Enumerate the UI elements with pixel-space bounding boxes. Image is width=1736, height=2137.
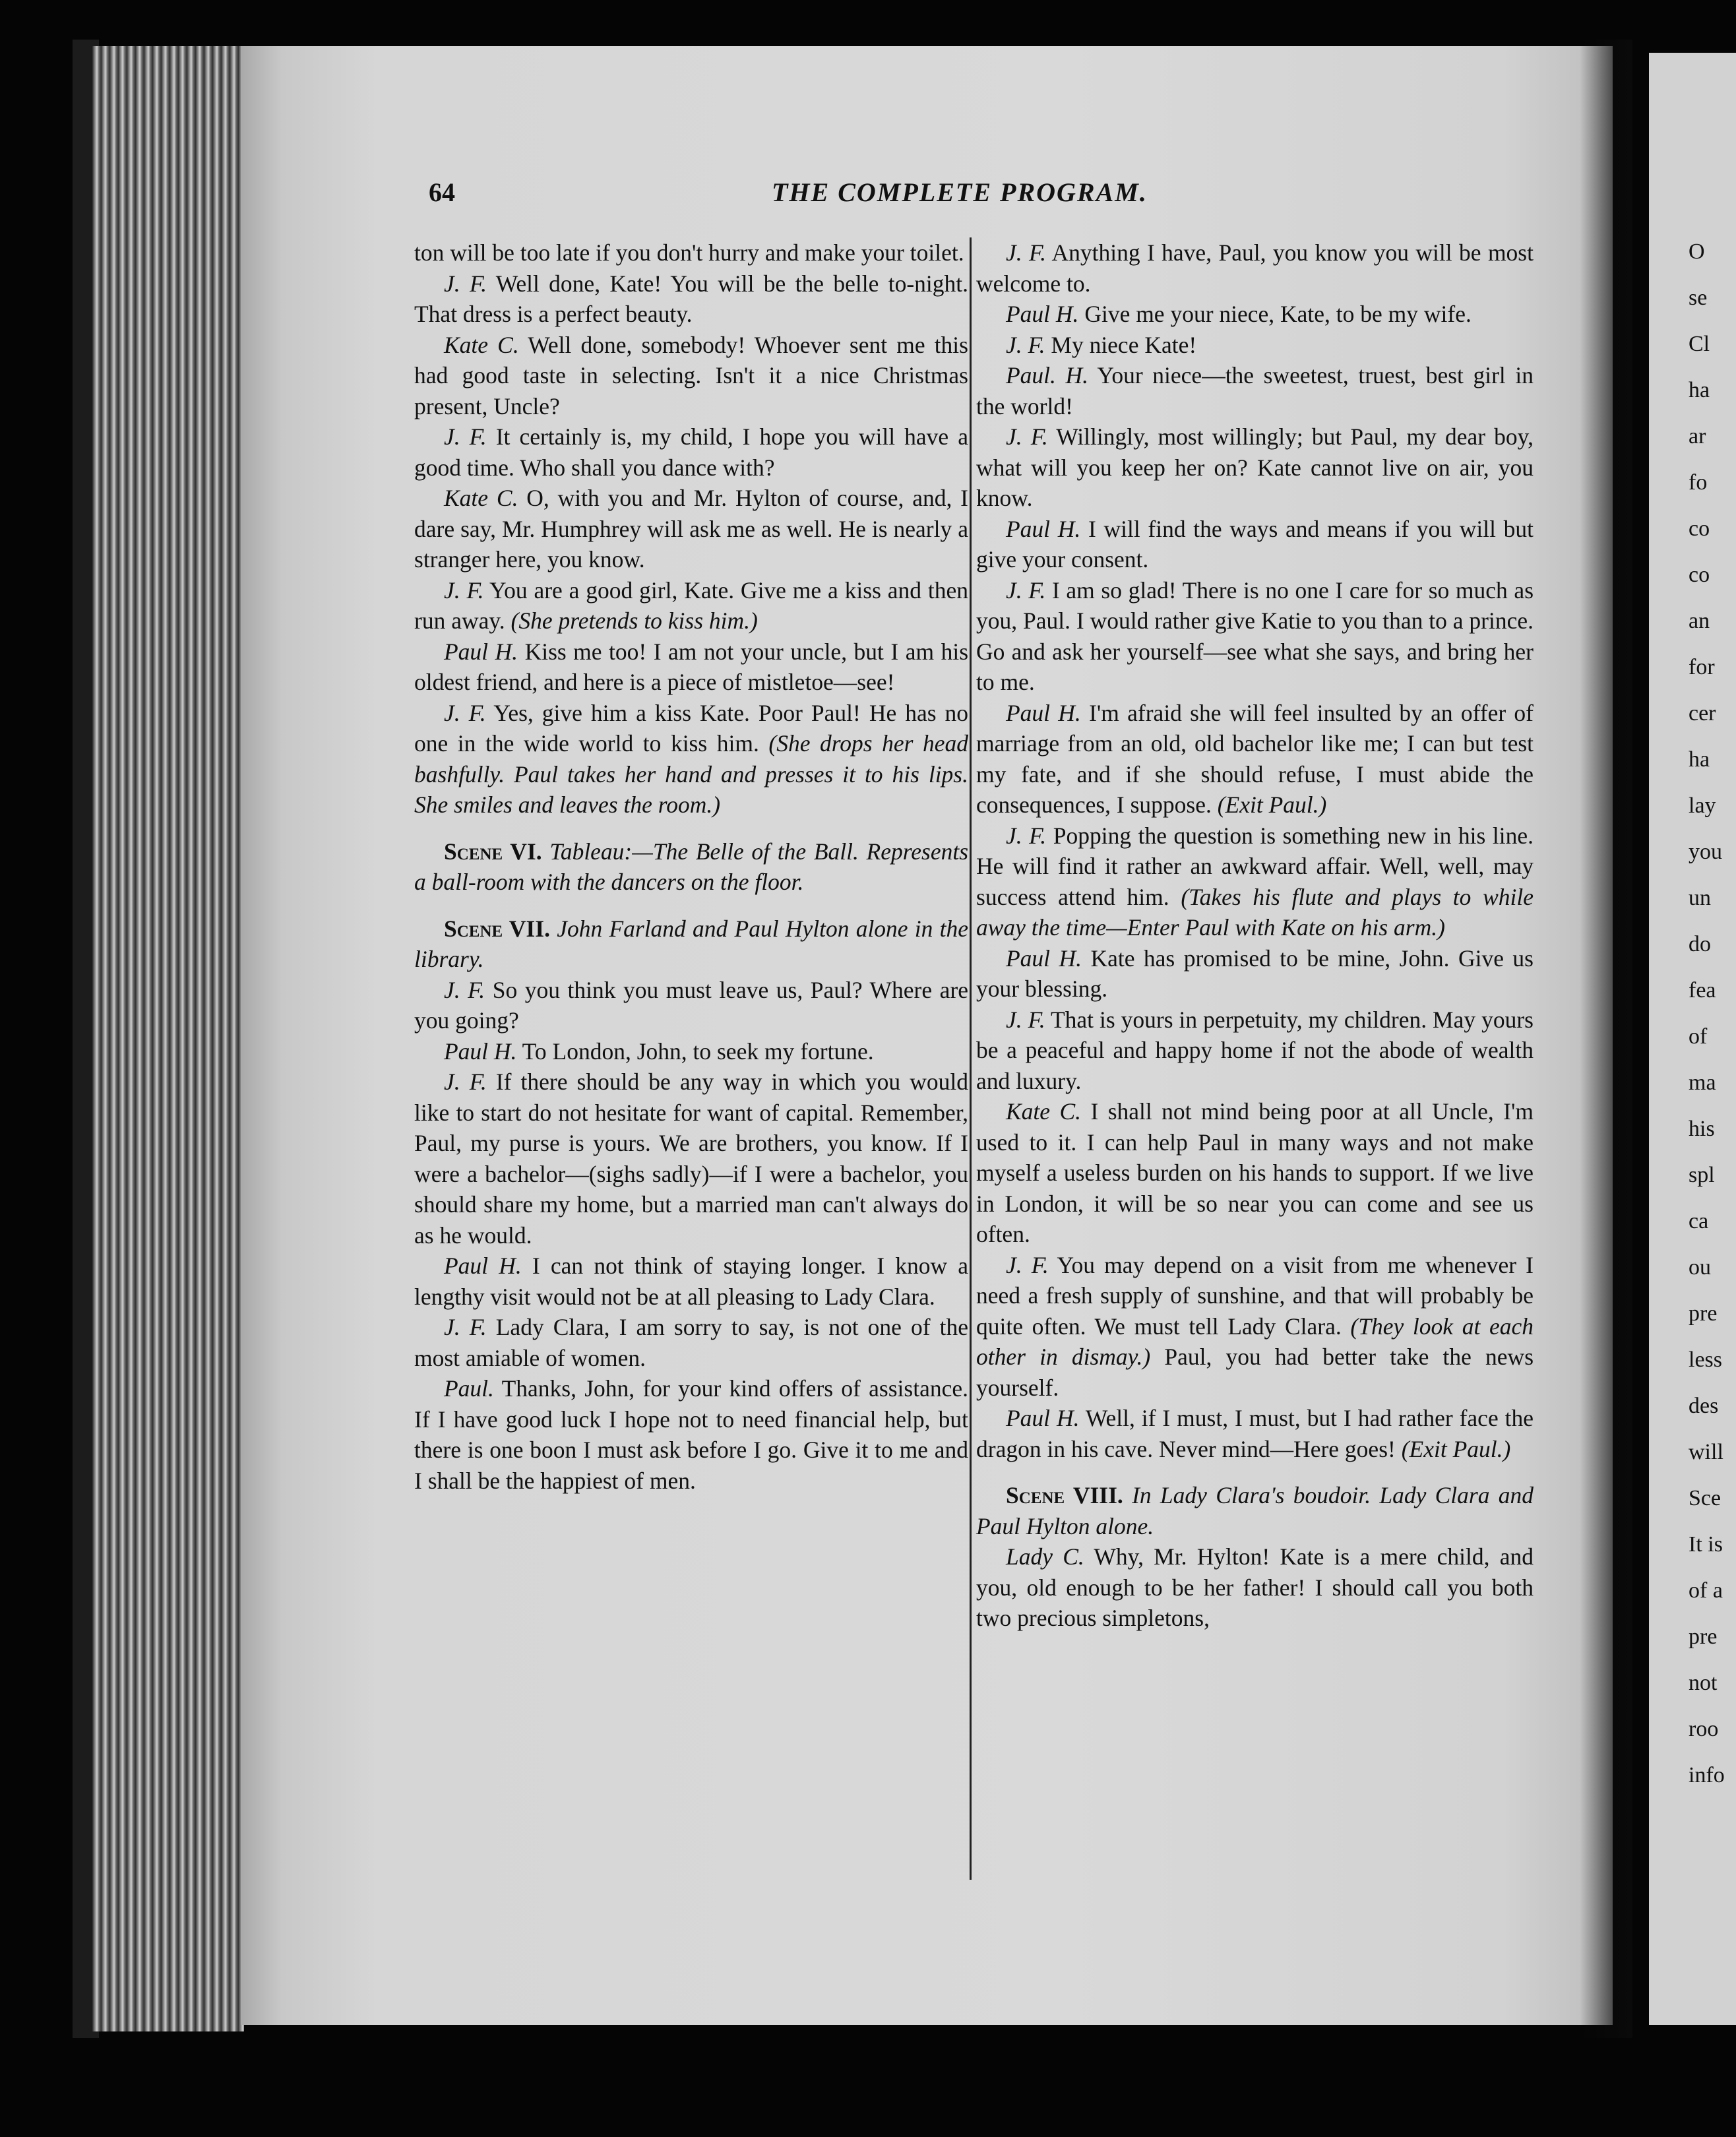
facing-page-fragment: Cl <box>1689 332 1710 356</box>
dialogue-paragraph <box>976 360 1534 421</box>
dialogue-paragraph <box>976 237 1534 299</box>
left-column <box>414 237 968 1873</box>
speech-text: You may depend on a visit from me whenever I need a fresh supply of sunshine, and that will probably be quite often. We must tell Lady Clara. <box>976 1251 1534 1340</box>
scene-description: In Lady Clara's boudoir. Lady Clara and Paul Hylton alone. <box>976 1482 1534 1539</box>
facing-page-fragment: Sce <box>1689 1486 1721 1510</box>
speaker-name: Lady C. <box>1006 1543 1084 1570</box>
dialogue-paragraph <box>414 1251 968 1312</box>
stage-direction: (Exit Paul.) <box>1401 1435 1511 1462</box>
speech-text: It certainly is, my child, I hope you will have a good time. Who shall you dance with? <box>414 423 968 481</box>
speech-text: Yes, give him a kiss Kate. Poor Paul! He has no one in the wide world to kiss him. <box>414 699 968 757</box>
speaker-name: Kate C. <box>444 331 519 358</box>
dialogue-paragraph <box>414 1036 968 1067</box>
speaker-name: Paul H. <box>444 1253 522 1279</box>
facing-page-fragment: des <box>1689 1394 1719 1418</box>
facing-page-fragment: cer <box>1689 701 1716 726</box>
speaker-name: Paul. <box>444 1375 494 1402</box>
dialogue-paragraph <box>414 237 968 268</box>
speech-text: I'm afraid she will feel insulted by an offer of marriage from an old, old bachelor like me; I can but test my fate, and if she should refuse, I must abide the consequences, I suppose. <box>976 699 1534 818</box>
facing-page-fragment: you <box>1689 840 1722 864</box>
dialogue-paragraph <box>414 421 968 483</box>
speech-text: That is yours in perpetuity, my children. May yours be a peaceful and happy home if not the abode of wealth and luxury. <box>976 1006 1534 1094</box>
speech-text: Well done, Kate! You will be the belle to-night. That dress is a perfect beauty. <box>414 270 968 327</box>
dialogue-paragraph <box>414 1067 968 1251</box>
speech-text: O, with you and Mr. Hylton of course, and, I dare say, Mr. Humphrey will ask me as well. He is nearly a stranger here, you know. <box>414 485 968 573</box>
facing-page-fragment: fo <box>1689 470 1708 495</box>
speech-text: Popping the question is something new in his line. He will find it rather an awkward affair. Well, well, may success attend him. <box>976 822 1534 910</box>
speaker-name: J. F. <box>1006 576 1046 604</box>
speech-text: To London, John, to seek my fortune. <box>522 1038 874 1065</box>
dialogue-paragraph <box>976 1005 1534 1097</box>
speaker-name: J. F. <box>1006 1006 1045 1033</box>
speech-text: I shall not mind being poor at all Uncle, I'm used to it. I can help Paul in many ways and not make myself a useless burden on his hands to support. If we live in London, it will be so near you can come and see us often. <box>976 1098 1534 1247</box>
scene-label: Scene VI. <box>444 838 542 865</box>
scene-heading <box>976 1480 1534 1541</box>
facing-page-fragment: of a <box>1689 1578 1723 1603</box>
stage-direction: (Exit Paul.) <box>1217 791 1327 818</box>
speech-text: Well, if I must, I must, but I had rather face the dragon in his cave. Never mind—Here goes! <box>976 1405 1534 1462</box>
speech-text: So you think you must leave us, Paul? Where are you going? <box>414 976 968 1034</box>
speaker-name: J. F. <box>1006 239 1047 266</box>
speaker-name: J. F. <box>444 423 487 450</box>
speaker-name: J. F. <box>444 1068 487 1095</box>
speech-text: Give me your niece, Kate, to be my wife. <box>1084 301 1472 327</box>
dialogue-paragraph <box>976 1541 1534 1634</box>
speaker-name: J. F. <box>444 699 486 726</box>
dialogue-paragraph <box>976 575 1534 698</box>
speech-text: Willingly, most willingly; but Paul, my dear boy, what will you keep her on? Kate cannot live on air, you know. <box>976 423 1534 511</box>
dialogue-paragraph <box>414 330 968 422</box>
dialogue-paragraph <box>976 514 1534 575</box>
facing-page-fragment: do <box>1689 932 1711 956</box>
facing-page-fragment: ha <box>1689 747 1710 772</box>
speech-text: Your niece—the sweetest, truest, best girl in the world! <box>976 362 1534 419</box>
right-column <box>976 237 1534 1873</box>
facing-page-fragment: an <box>1689 609 1710 633</box>
scene-label: Scene VIII. <box>1006 1482 1123 1508</box>
dialogue-paragraph <box>976 1403 1534 1464</box>
facing-page-fragment: of <box>1689 1024 1708 1049</box>
facing-page-fragment: ou <box>1689 1255 1711 1280</box>
speech-text: If there should be any way in which you would like to start do not hesitate for want of capital. Remember, Paul, my purse is yours. We are brothers, you know. If I were a bachelor—(sighs sadly)—if I were a bachelor, you should share my home, but a married man can't always do as he would. <box>414 1068 969 1249</box>
dialogue-paragraph <box>414 268 968 330</box>
facing-page-fragment: It is <box>1689 1532 1723 1557</box>
facing-page-fragment: ca <box>1689 1209 1709 1233</box>
facing-page-fragment: will <box>1689 1440 1723 1464</box>
speaker-name: Paul. H. <box>1006 362 1089 388</box>
speech-text: You are a good girl, Kate. Give me a kiss and then run away. <box>414 576 968 634</box>
speaker-name: Paul H. <box>1006 945 1082 972</box>
facing-page-fragment: for <box>1689 655 1715 679</box>
speaker-name: J. F. <box>1006 822 1047 849</box>
speaker-name: Paul H. <box>1006 1405 1080 1431</box>
dialogue-paragraph <box>414 698 968 821</box>
facing-page-fragment: ar <box>1689 424 1706 449</box>
facing-page-fragment: ha <box>1689 378 1710 402</box>
dialogue-paragraph <box>976 943 1534 1005</box>
facing-page-fragment: roo <box>1689 1717 1719 1741</box>
dialogue-paragraph <box>976 299 1534 330</box>
speaker-name: Kate C. <box>1006 1098 1082 1125</box>
speech-text: Kate has promised to be mine, John. Give us your blessing. <box>976 945 1534 1002</box>
stage-direction: (They look at each other in dismay.) <box>976 1313 1534 1370</box>
speech-text: Well done, somebody! Whoever sent me this had good taste in selecting. Isn't it a nice Christmas present, Uncle? <box>414 331 968 419</box>
facing-page-fragment: se <box>1689 286 1708 310</box>
gutter-shadow <box>1580 40 1632 2038</box>
speech-text: I am so glad! There is no one I care for so much as you, Paul. I would rather give Katie to you than to a prince. Go and ask her yourself—see what she says, and bring her to me. <box>976 576 1534 695</box>
dialogue-paragraph <box>976 821 1534 943</box>
facing-page-fragment: less <box>1689 1347 1722 1372</box>
facing-page-fragment: ma <box>1689 1070 1716 1095</box>
scene-label: Scene VII. <box>444 915 550 942</box>
facing-page-fragment: not <box>1689 1671 1718 1695</box>
scene-description: Tableau:—The Belle of the Ball. Represents a ball-room with the dancers on the floor. <box>414 838 969 895</box>
running-head: THE COMPLETE PROGRAM. <box>772 177 1148 207</box>
speech-text: I can not think of staying longer. I know a lengthy visit would not be at all pleasing to Lady Clara. <box>414 1253 969 1310</box>
facing-page-fragment: fea <box>1689 978 1716 1003</box>
dialogue-paragraph <box>414 1312 968 1373</box>
speech-text: I will find the ways and means if you will but give your consent. <box>976 515 1534 573</box>
speech-text: Why, Mr. Hylton! Kate is a mere child, and you, old enough to be her father! I should call you both two precious simpletons, <box>976 1543 1534 1631</box>
facing-page-fragment: pre <box>1689 1625 1718 1649</box>
speaker-name: J. F. <box>444 1314 487 1340</box>
facing-page-fragment: lay <box>1689 793 1716 818</box>
facing-page-fragment: pre <box>1689 1301 1718 1326</box>
dialogue-paragraph <box>414 483 968 575</box>
facing-page-fragment: co <box>1689 563 1710 587</box>
facing-page-fragment: his <box>1689 1117 1715 1141</box>
dialogue-paragraph <box>414 636 968 698</box>
speech-text: Paul, you had better take the news yourself. <box>976 1344 1534 1401</box>
facing-page-fragment: info <box>1689 1763 1725 1787</box>
speaker-name: Paul H. <box>1006 515 1081 542</box>
facing-page-fragment: un <box>1689 886 1711 910</box>
stage-direction: (She pretends to kiss him.) <box>511 607 758 634</box>
dialogue-paragraph <box>976 698 1534 821</box>
scene-heading <box>414 914 968 975</box>
stage-direction: (She drops her head bashfully. Paul takes her hand and presses it to his lips. She smiles and leaves the room.) <box>414 730 968 818</box>
speech-text: Lady Clara, I am sorry to say, is not one of the most amiable of women. <box>414 1314 968 1371</box>
facing-page-fragment: O <box>1689 239 1705 264</box>
stage-direction: (Takes his flute and plays to while away the time—Enter Paul with Kate on his arm.) <box>976 883 1534 941</box>
speaker-name: J. F. <box>444 270 487 297</box>
speaker-name: J. F. <box>1006 1251 1049 1278</box>
dialogue-paragraph <box>414 575 968 636</box>
speaker-name: Paul H. <box>444 1038 517 1065</box>
dialogue-paragraph <box>976 330 1534 361</box>
scene-description: John Farland and Paul Hylton alone in the library. <box>414 915 969 972</box>
page-number: 64 <box>429 177 455 207</box>
speaker-name: Paul H. <box>444 638 518 665</box>
book-page-edges <box>92 46 244 2031</box>
speech-text: ton will be too late if you don't hurry and make your toilet. <box>414 239 964 266</box>
speaker-name: J. F. <box>444 976 485 1003</box>
dialogue-paragraph <box>976 1096 1534 1250</box>
scene-heading <box>414 836 968 898</box>
speech-text: Anything I have, Paul, you know you will be most welcome to. <box>976 239 1534 297</box>
speech-text: Thanks, John, for your kind offers of assistance. If I have good luck I hope not to need financial help, but there is one boon I must ask before I go. Give it to me and I shall be the happiest of men. <box>414 1375 968 1494</box>
dialogue-paragraph <box>976 1250 1534 1404</box>
page-header <box>429 177 1563 214</box>
speech-text: My niece Kate! <box>1051 331 1197 358</box>
speaker-name: J. F. <box>1006 331 1045 358</box>
speaker-name: Kate C. <box>444 485 518 511</box>
facing-page-fragment: spl <box>1689 1163 1715 1187</box>
column-rule <box>970 237 972 1880</box>
speaker-name: J. F. <box>444 576 484 604</box>
speaker-name: J. F. <box>1006 423 1048 450</box>
facing-page-fragment: co <box>1689 516 1710 541</box>
dialogue-paragraph <box>414 1373 968 1496</box>
speaker-name: Paul H. <box>1006 301 1079 327</box>
dialogue-paragraph <box>414 975 968 1036</box>
speech-text: Kiss me too! I am not your uncle, but I am his oldest friend, and here is a piece of mistletoe—see! <box>414 638 969 695</box>
speaker-name: Paul H. <box>1006 699 1081 726</box>
dialogue-paragraph <box>976 421 1534 514</box>
